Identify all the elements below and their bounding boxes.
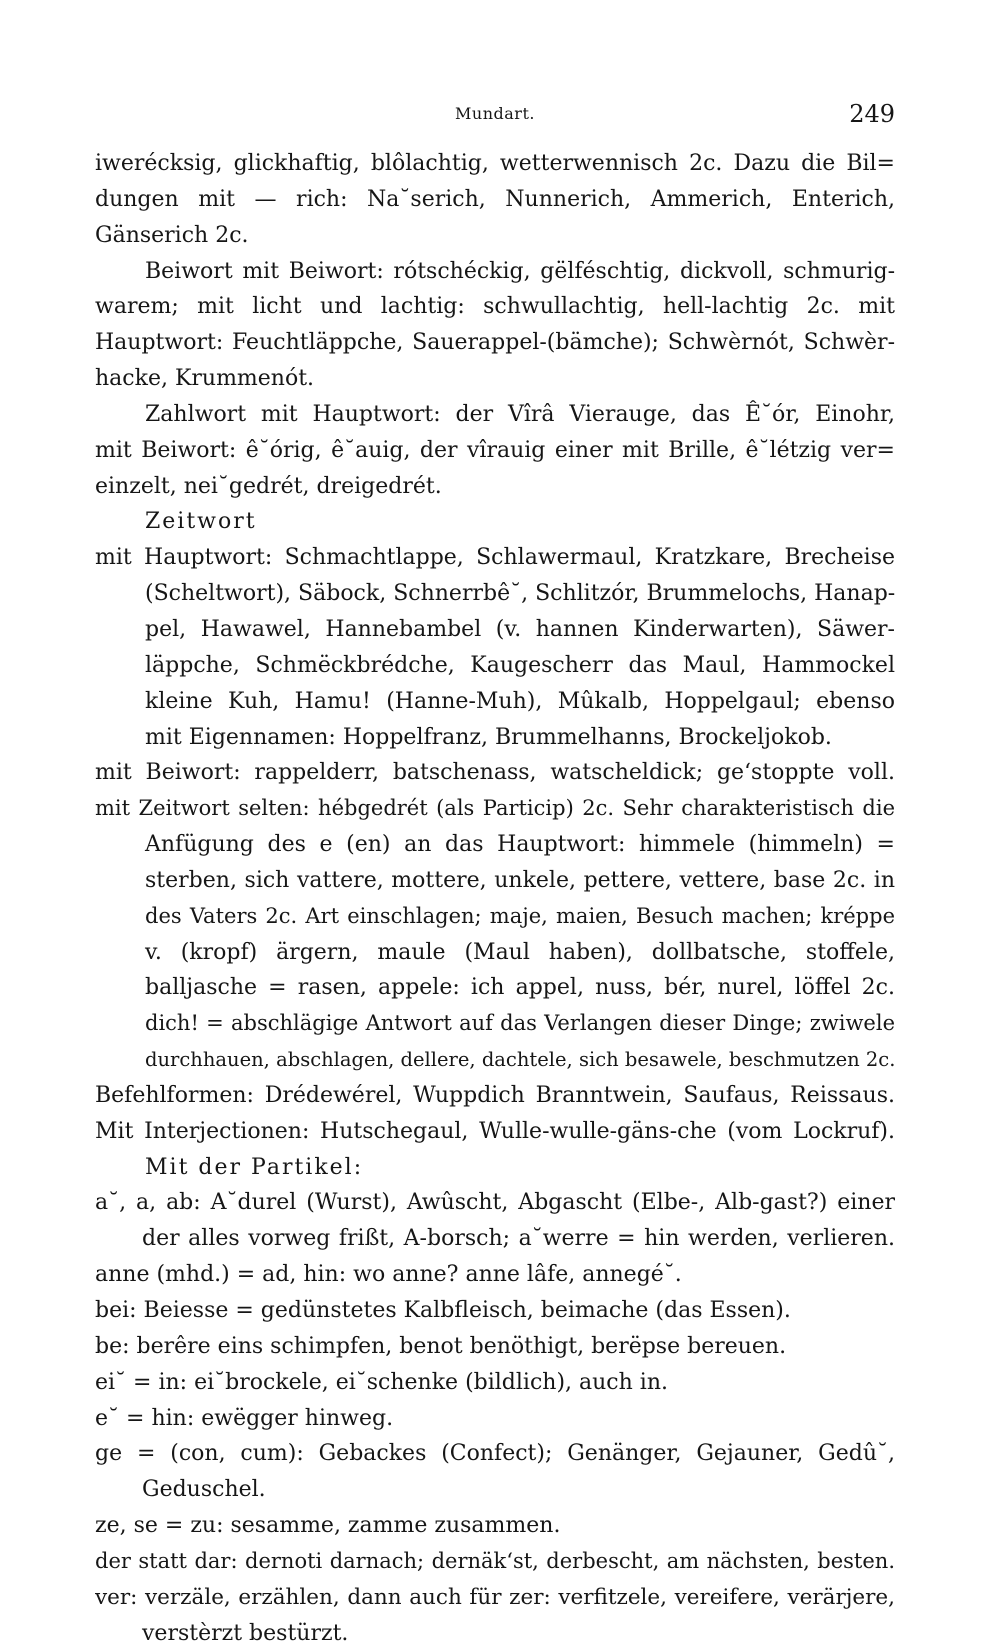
text-line: verstèrzt bestürzt. [142, 1620, 349, 1646]
text-line: mit Beiwort: rappelderr, batschenass, watscheldick; ge‘stoppte voll. [95, 760, 895, 786]
text-line: mit Zeitwort selten: hébgedrét (als Particip) 2c. Sehr charakteristisch die [95, 796, 895, 821]
text-line: Geduschel. [142, 1477, 266, 1503]
text-line: e˘ = hin: ewëgger hinweg. [95, 1405, 394, 1431]
text-line: Beiwort mit Beiwort: rótschéckig, gëlféschtig, dickvoll, schmurig- [145, 258, 895, 284]
text-line: anne (mhd.) = ad, hin: wo anne? anne lâfe, annegé˘. [95, 1262, 682, 1288]
text-line: der alles vorweg frißt, A-borsch; a˘werre = hin werden, verlieren. [142, 1226, 895, 1252]
text-line: mit Beiwort: ê˘órig, ê˘auig, der vîrauig einer mit Brille, ê˘létzig ver= [95, 437, 895, 463]
text-line: einzelt, nei˘gedrét, dreigedrét. [95, 473, 442, 499]
page-header [95, 100, 895, 136]
text-line: Befehlformen: Drédewérel, Wuppdich Branntwein, Saufaus, Reissaus. [95, 1082, 895, 1108]
text-line: der statt dar: dernoti darnach; dernäk‘st, derbescht, am nächsten, besten. [95, 1548, 895, 1573]
section-heading: Mit der Partikel: [145, 1154, 364, 1180]
text-line: (Scheltwort), Säbock, Schnerrbê˘, Schlitzór, Brummelochs, Hanap- [145, 581, 895, 607]
page-number: 249 [849, 100, 895, 128]
text-line: pel, Hawawel, Hannebambel (v. hannen Kinderwarten), Säwer- [145, 616, 895, 642]
text-line: dich! = abschlägige Antwort auf das Verlangen dieser Dinge; zwiwele [145, 1011, 895, 1036]
section-heading: Zeitwort [145, 509, 257, 535]
text-line: Mit Interjectionen: Hutschegaul, Wulle-wulle-gäns-che (vom Lockruf). [95, 1118, 895, 1144]
text-line: ze, se = zu: sesamme, zamme zusammen. [95, 1513, 561, 1539]
text-line: läppche, Schmëckbrédche, Kaugescherr das Maul, Hammockel [145, 652, 895, 678]
text-line: dungen mit — rich: Na˘serich, Nunnerich, Ammerich, Enterich, [95, 186, 895, 212]
text-line: des Vaters 2c. Art einschlagen; maje, maien, Besuch machen; kréppe [145, 903, 895, 928]
text-line: iwerécksig, glickhaftig, blôlachtig, wetterwennisch 2c. Dazu die Bil= [95, 151, 895, 176]
text-line: Anfügung des e (en) an das Hauptwort: himmele (himmeln) = [145, 832, 895, 858]
text-line: ge = (con, cum): Gebackes (Confect); Genänger, Gejauner, Gedû˘, [95, 1441, 895, 1467]
text-line: sterben, sich vattere, mottere, unkele, pettere, vettere, base 2c. in [145, 867, 895, 893]
text-line: Zahlwort mit Hauptwort: der Vîrâ Vierauge, das Ê˘ór, Einohr, [145, 401, 895, 427]
text-line: ver: verzäle, erzählen, dann auch für zer: verfitzele, vereifere, verärjere, [95, 1584, 895, 1610]
text-line: Gänserich 2c. [95, 222, 249, 248]
text-line: balljasche = rasen, appele: ich appel, nuss, bér, nurel, löffel 2c. [145, 975, 895, 1001]
page-body [95, 146, 895, 1651]
running-head: Mundart. [455, 104, 535, 123]
text-line: ei˘ = in: ei˘brockele, ei˘schenke (bildlich), auch in. [95, 1369, 668, 1395]
text-line: warem; mit licht und lachtig: schwullachtig, hell-lachtig 2c. mit [95, 294, 895, 320]
text-line: kleine Kuh, Hamu! (Hanne-Muh), Mûkalb, Hoppelgaul; ebenso [145, 688, 895, 714]
text-line: be: berêre eins schimpfen, benot benöthigt, berëpse bereuen. [95, 1333, 787, 1359]
text-line: hacke, Krummenót. [95, 366, 315, 392]
text-line: a˘, a, ab: A˘durel (Wurst), Awûscht, Abgascht (Elbe-, Alb-gast?) einer [95, 1190, 895, 1216]
text-line: mit Eigennamen: Hoppelfranz, Brummelhanns, Brockeljokob. [145, 724, 832, 750]
text-line: v. (kropf) ärgern, maule (Maul haben), dollbatsche, stoffele, [145, 939, 895, 965]
text-line: durchhauen, abschlagen, dellere, dachtele, sich besawele, beschmutzen 2c. [145, 1048, 895, 1072]
text-line: Hauptwort: Feuchtläppche, Sauerappel-(bämche); Schwèrnót, Schwèr- [95, 330, 895, 356]
text-line: bei: Beiesse = gedünstetes Kalbfleisch, beimache (das Essen). [95, 1298, 791, 1323]
text-line: mit Hauptwort: Schmachtlappe, Schlawermaul, Kratzkare, Brecheise [95, 545, 895, 571]
